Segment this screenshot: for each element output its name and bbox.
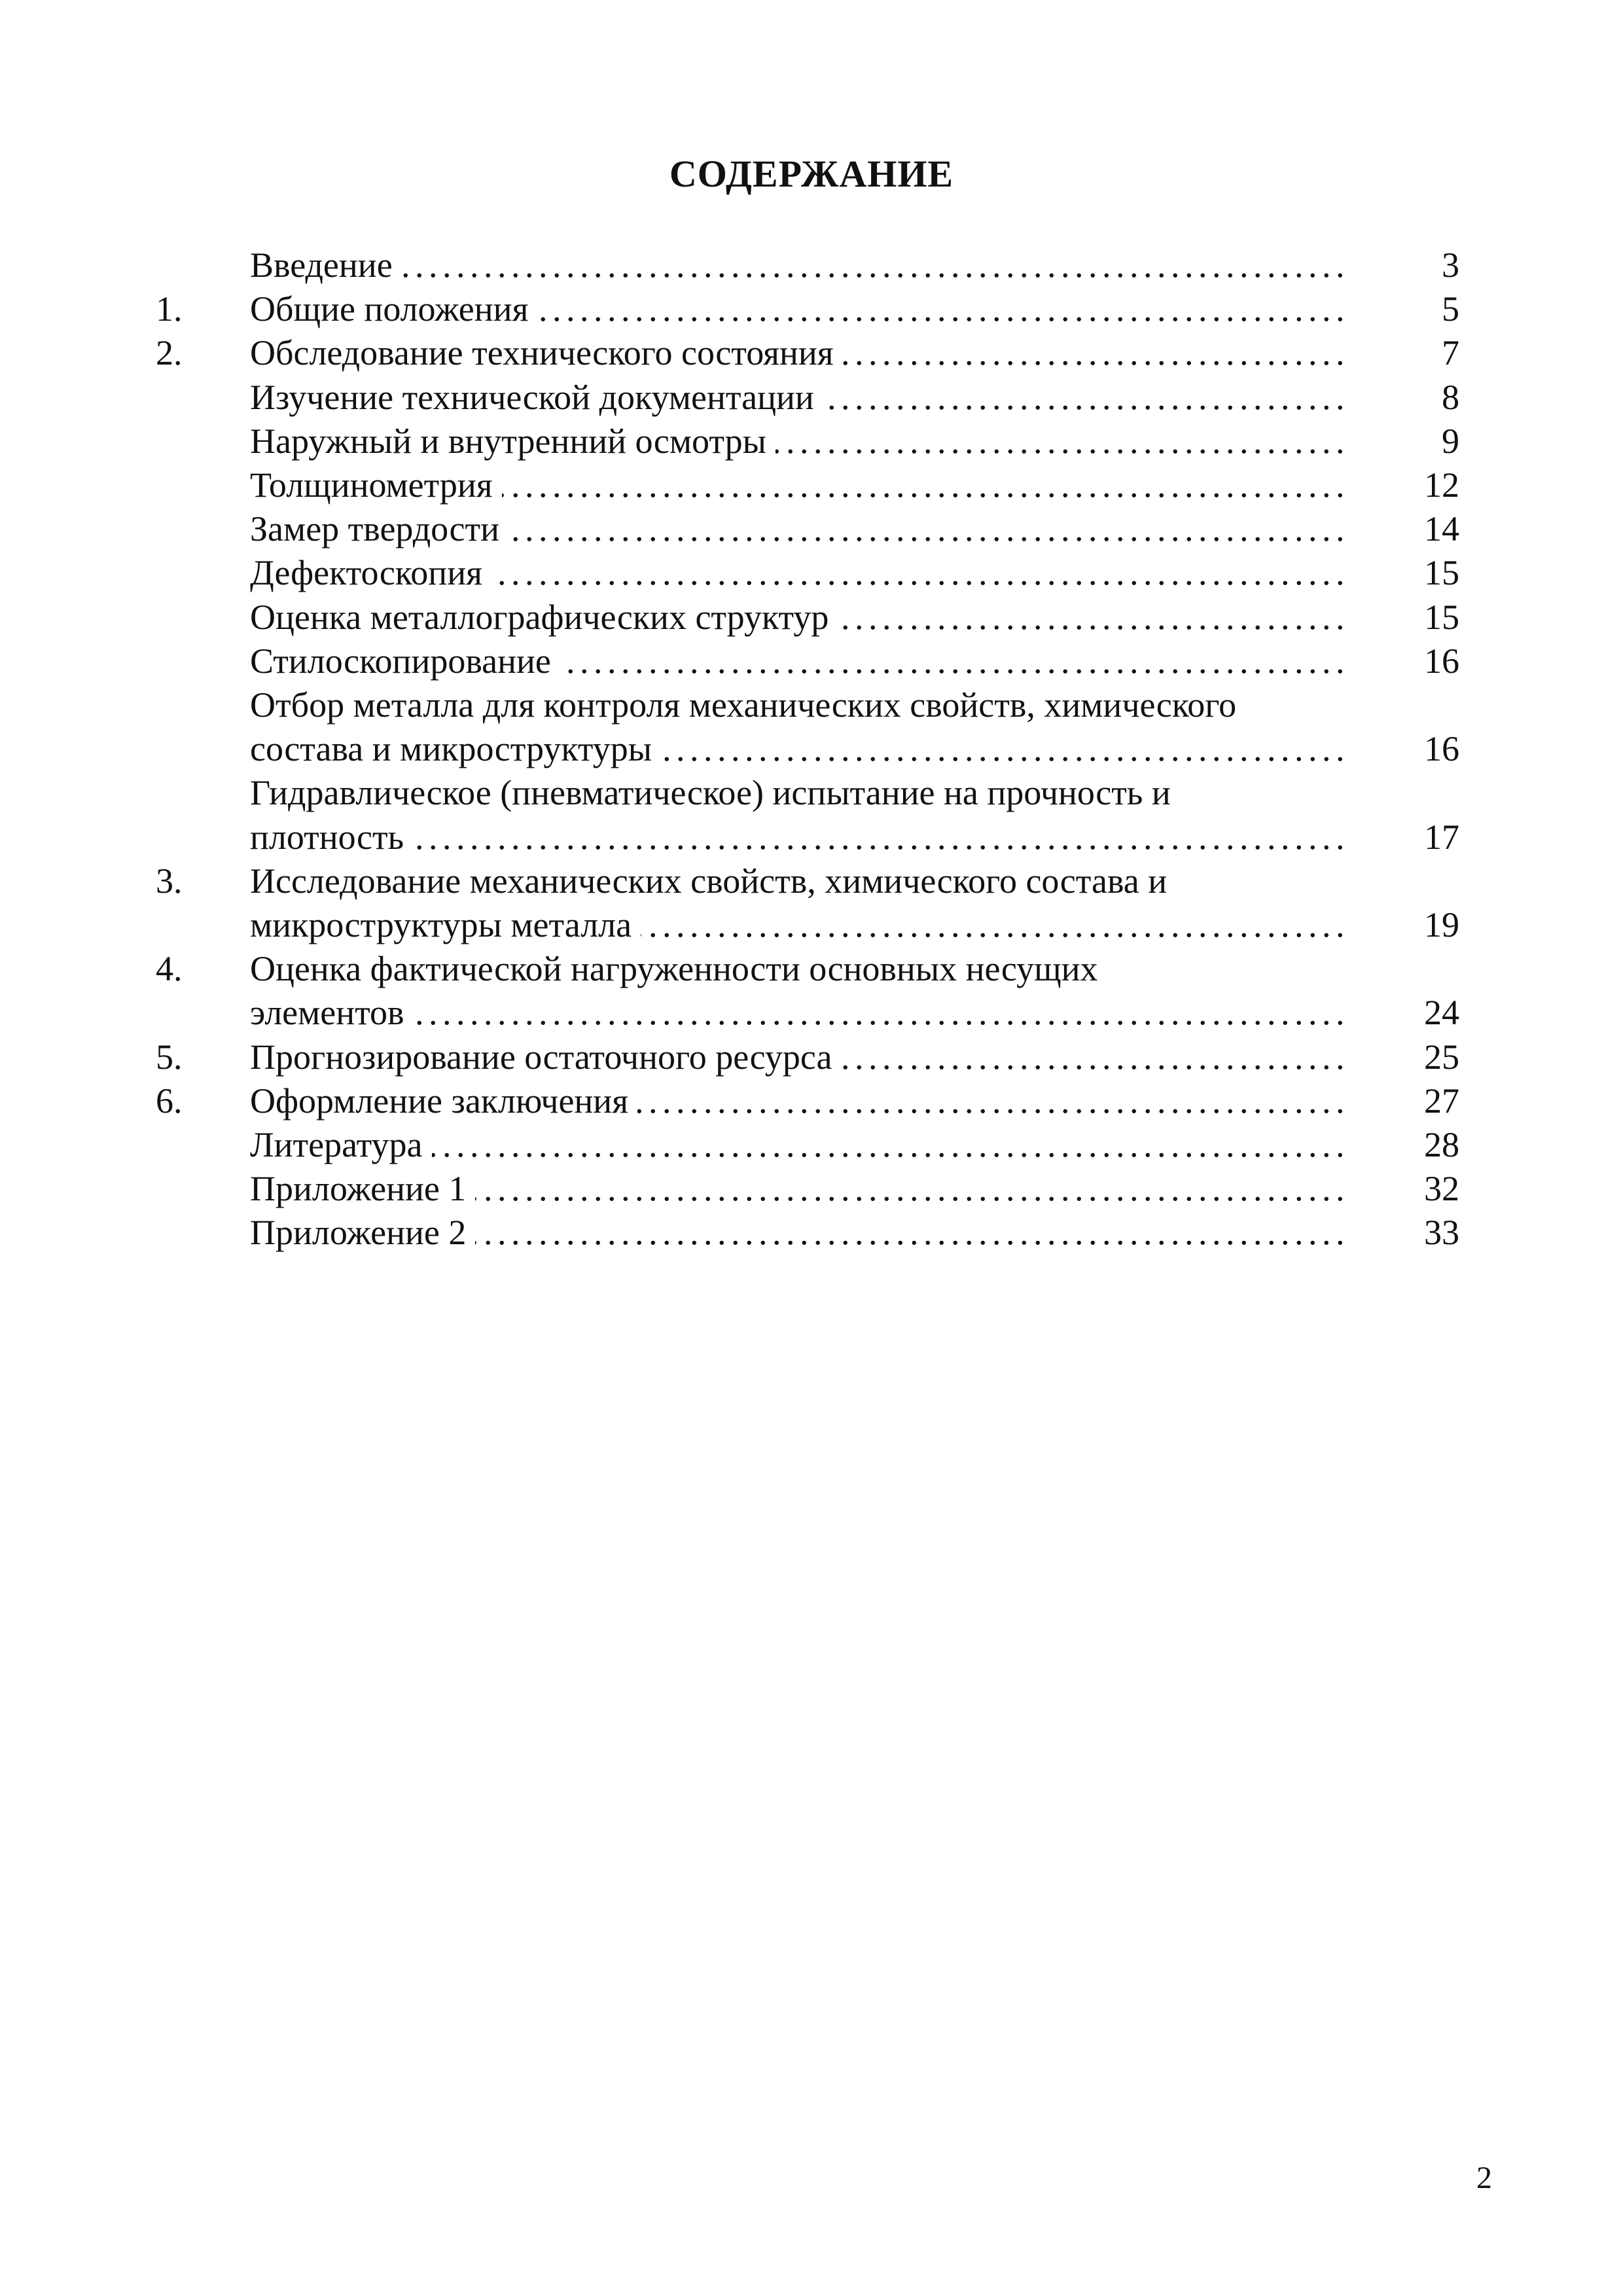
toc-entry-page: 14 (1424, 509, 1459, 549)
toc-entry (0, 727, 1623, 771)
toc-entry-label: Оценка металлографических структур (250, 598, 838, 637)
toc-entry-text (250, 816, 1349, 859)
toc-entry-text (250, 1211, 1349, 1255)
toc-entry-label: Толщинометрия (250, 465, 502, 505)
toc-entry-page: 25 (1424, 1037, 1459, 1077)
toc-entry-page: 17 (1424, 817, 1459, 857)
toc-entry-text (250, 287, 1349, 331)
toc-entry-number: 1. (156, 289, 183, 329)
toc-entry-text (250, 683, 1349, 727)
toc-entry-text (250, 1035, 1349, 1079)
toc-entry-text (250, 859, 1349, 903)
toc-entry-label: Дефектоскопия (250, 553, 491, 592)
toc-entry-text (250, 1079, 1349, 1123)
toc-entry-page: 7 (1442, 333, 1459, 373)
toc-entry (0, 331, 1623, 375)
toc-entry-number: 4. (156, 949, 183, 989)
toc-entry (0, 287, 1623, 331)
toc-entry-number: 2. (156, 333, 183, 373)
page-number: 2 (1476, 2161, 1492, 2195)
toc-entry-text (250, 507, 1349, 551)
toc-entry-page: 32 (1424, 1169, 1459, 1209)
toc-entry (0, 596, 1623, 639)
toc-entry (0, 816, 1623, 859)
toc-entry-number: 5. (156, 1037, 183, 1077)
toc-entry-text (250, 727, 1349, 771)
toc-entry-text (250, 947, 1349, 991)
toc-entry-text (250, 1123, 1349, 1167)
toc-entry-label: плотность (250, 817, 413, 857)
toc-entry-page: 9 (1442, 421, 1459, 461)
toc-entry (0, 771, 1623, 815)
toc-entry (0, 1079, 1623, 1123)
toc-entry (0, 1123, 1623, 1167)
toc-entry-text (250, 991, 1349, 1035)
toc-entry-label: Изучение технической документации (250, 378, 823, 417)
toc-entry-text (250, 376, 1349, 420)
toc-entry-label: Оформление заключения (250, 1081, 637, 1121)
toc-entry-text (250, 639, 1349, 683)
toc-entry-text (250, 596, 1349, 639)
toc-entry-page: 19 (1424, 905, 1459, 944)
toc-entry-page: 15 (1424, 553, 1459, 593)
toc-entry-label: Отбор металла для контроля механических свойств, химического (250, 685, 1245, 725)
toc-entry (0, 991, 1623, 1035)
toc-entry-label: Приложение 1 (250, 1169, 475, 1208)
toc-entry-number: 3. (156, 861, 183, 901)
toc-entry-label: Оценка фактической нагруженности основных несущих (250, 949, 1107, 988)
toc-entry-label: Литература (250, 1125, 432, 1164)
toc-entry (0, 1211, 1623, 1255)
toc-entry (0, 420, 1623, 463)
toc-entry (0, 507, 1623, 551)
toc-title: СОДЕРЖАНИЕ (669, 152, 954, 195)
toc-entry-text (250, 771, 1349, 815)
toc-entry (0, 639, 1623, 683)
toc-entry (0, 683, 1623, 727)
toc-entry-label: Обследование технического состояния (250, 333, 843, 372)
toc-entry-page: 8 (1442, 377, 1459, 417)
toc-entry-page: 28 (1424, 1125, 1459, 1164)
toc-entry (0, 903, 1623, 947)
toc-entry-number: 6. (156, 1081, 183, 1121)
toc-entry (0, 551, 1623, 595)
toc-entry-text (250, 1167, 1349, 1211)
toc-entry-page: 5 (1442, 289, 1459, 329)
toc-entry-text (250, 903, 1349, 947)
toc-entry-label: Наружный и внутренний осмотры (250, 422, 776, 461)
toc-entry-page: 3 (1442, 245, 1459, 285)
toc-entry-label: Исследование механических свойств, химического состава и (250, 861, 1176, 901)
toc-entry-page: 15 (1424, 597, 1459, 637)
toc-entry-label: Замер твердости (250, 509, 508, 548)
toc-entry-label: Общие положения (250, 289, 537, 329)
toc-entry (0, 1035, 1623, 1079)
toc-entry (0, 376, 1623, 420)
toc-entry-text (250, 420, 1349, 463)
toc-entry (0, 1167, 1623, 1211)
toc-entry-page: 33 (1424, 1213, 1459, 1253)
toc-entry-label: Прогнозирование остаточного ресурса (250, 1037, 841, 1077)
toc-entry-label: микроструктуры металла (250, 905, 641, 944)
toc-entry-label: Стилоскопирование (250, 641, 560, 681)
toc-entry-label: состава и микроструктуры (250, 729, 661, 768)
toc-entry-label: элементов (250, 993, 414, 1032)
toc-entry-page: 12 (1424, 465, 1459, 505)
toc-entry-page: 16 (1424, 729, 1459, 769)
toc-entry-text (250, 551, 1349, 595)
toc-entry-label: Приложение 2 (250, 1213, 475, 1252)
toc-entry-label: Гидравлическое (пневматическое) испытание на прочность и (250, 773, 1180, 812)
toc-entry-page: 24 (1424, 993, 1459, 1033)
toc-entry (0, 243, 1623, 287)
toc-entry-text (250, 331, 1349, 375)
toc-entry-text (250, 243, 1349, 287)
toc-entry-page: 27 (1424, 1081, 1459, 1121)
toc-entry-text (250, 463, 1349, 507)
toc-entry (0, 947, 1623, 991)
toc-entry (0, 859, 1623, 903)
toc-entry-page: 16 (1424, 641, 1459, 681)
toc-entry-label: Введение (250, 245, 402, 285)
toc-entry (0, 463, 1623, 507)
